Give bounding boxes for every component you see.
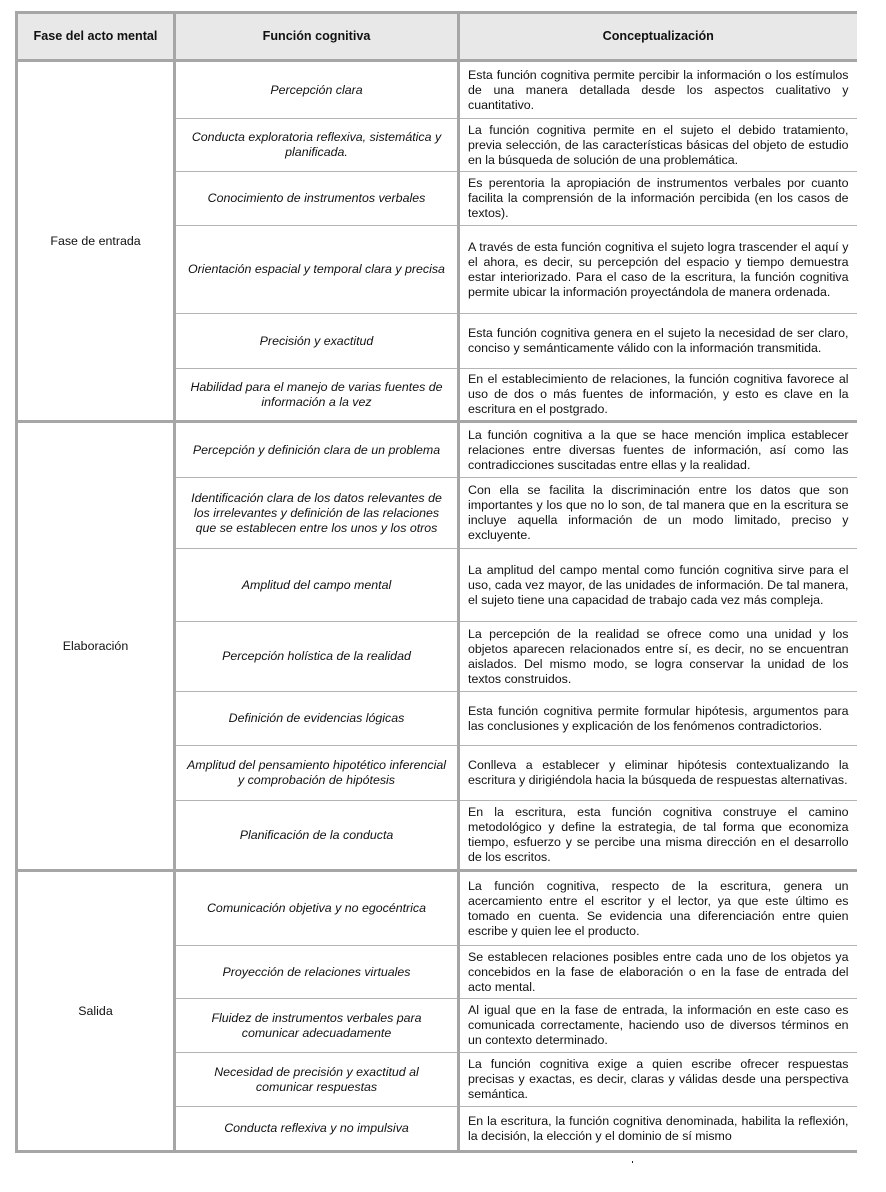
table-row [17, 422, 857, 478]
concept-cell: Con ella se facilita la discriminación entre los datos que son importantes y los que no lo son, de tal manera que en la escritura se incluye aquella información de un modo limitado, preciso y excluyente. [459, 478, 857, 549]
concept-cell: A través de esta función cognitiva el sujeto logra trascender el aquí y el ahora, es decir, su percepción del espacio y tiempo demuestra estar interiorizado. Para el caso de la escritura, la función cognitiva permite ubicar la información proyectándola de manera ordenada. [459, 226, 857, 314]
header-row [17, 13, 857, 61]
function-cell: Amplitud del pensamiento hipotético inferencial y comprobación de hipótesis [175, 746, 459, 801]
concept-cell: La amplitud del campo mental como función cognitiva sirve para el uso, cada vez mayor, de las unidades de información. De tal manera, el sujeto tiene una capacidad de trabajo cada vez más compleja. [459, 549, 857, 622]
function-cell: Precisión y exactitud [175, 314, 459, 369]
function-cell: Habilidad para el manejo de varias fuentes de información a la vez [175, 369, 459, 422]
concept-cell: En el establecimiento de relaciones, la función cognitiva favorece al uso de dos o más fuentes de información, y esto es clave en la escritura en el postgrado. [459, 369, 857, 422]
concept-cell: Esta función cognitiva permite percibir la información o los estímulos de una manera detallada desde los aspectos cualitativo y cuantitativo. [459, 61, 857, 119]
concept-cell: La percepción de la realidad se ofrece como una unidad y los objetos aparecen relacionados entre sí, es decir, no se encuentran aislados. Del mismo modo, se logra conservar la unidad de los textos construidos. [459, 622, 857, 692]
function-cell: Fluidez de instrumentos verbales para comunicar adecuadamente [175, 999, 459, 1053]
function-cell: Conocimiento de instrumentos verbales [175, 172, 459, 226]
concept-cell: Es perentoria la apropiación de instrumentos verbales por cuanto facilita la comprensión de la información percibida (en los casos de textos). [459, 172, 857, 226]
phase-cell: Fase de entrada [17, 61, 175, 422]
header-concept: Conceptualización [459, 13, 857, 61]
function-cell: Orientación espacial y temporal clara y precisa [175, 226, 459, 314]
concept-cell: En la escritura, esta función cognitiva construye el camino metodológico y define la estrategia, de tal forma que economiza tiempo, esfuerzo y se percibe una misma dirección en el desarrollo de los escritos. [459, 801, 857, 871]
table-row [17, 61, 857, 119]
concept-cell: Se establecen relaciones posibles entre cada uno de los objetos ya concebidos en la fase de elaboración o en la fase de entrada del acto mental. [459, 946, 857, 999]
function-cell: Comunicación objetiva y no egocéntrica [175, 871, 459, 946]
function-cell: Conducta exploratoria reflexiva, sistemática y planificada. [175, 119, 459, 172]
function-cell: Amplitud del campo mental [175, 549, 459, 622]
table-row [17, 871, 857, 946]
cognitive-functions-table [15, 11, 857, 1153]
concept-cell: Al igual que en la fase de entrada, la información en este caso es comunicada correctamente, haciendo uso de diversos términos en un contexto determinado. [459, 999, 857, 1053]
function-cell: Identificación clara de los datos relevantes de los irrelevantes y definición de las relaciones que se establecen entre los unos y los otros [175, 478, 459, 549]
concept-cell: Esta función cognitiva permite formular hipótesis, argumentos para las conclusiones y explicación de los fenómenos contradictorios. [459, 692, 857, 746]
function-cell: Necesidad de precisión y exactitud al comunicar respuestas [175, 1053, 459, 1107]
function-cell: Percepción holística de la realidad [175, 622, 459, 692]
phase-cell: Salida [17, 871, 175, 1152]
concept-cell: Esta función cognitiva genera en el sujeto la necesidad de ser claro, conciso y semánticamente válido con la información transmitida. [459, 314, 857, 369]
function-cell: Percepción clara [175, 61, 459, 119]
function-cell: Planificación de la conducta [175, 801, 459, 871]
function-cell: Definición de evidencias lógicas [175, 692, 459, 746]
stray-mark [632, 1161, 633, 1163]
header-phase: Fase del acto mental [17, 13, 175, 61]
concept-cell: En la escritura, la función cognitiva denominada, habilita la reflexión, la decisión, la elección y el dominio de sí mismo [459, 1107, 857, 1152]
phase-cell: Elaboración [17, 422, 175, 871]
header-function: Función cognitiva [175, 13, 459, 61]
concept-cell: La función cognitiva a la que se hace mención implica establecer relaciones entre diversas fuentes de información, así como las contradicciones suscitadas entre ellas y la realidad. [459, 422, 857, 478]
function-cell: Proyección de relaciones virtuales [175, 946, 459, 999]
concept-cell: La función cognitiva, respecto de la escritura, genera un acercamiento entre el escritor y el lector, ya que este último es tomado en cuenta. Se evidencia una diferenciación entre quien escribe y quien lee el producto. [459, 871, 857, 946]
function-cell: Conducta reflexiva y no impulsiva [175, 1107, 459, 1152]
function-cell: Percepción y definición clara de un problema [175, 422, 459, 478]
concept-cell: La función cognitiva exige a quien escribe ofrecer respuestas precisas y exactas, es decir, claras y válidas desde una perspectiva semántica. [459, 1053, 857, 1107]
concept-cell: La función cognitiva permite en el sujeto el debido tratamiento, previa selección, de las características básicas del objeto de estudio en la búsqueda de solución de una problemática. [459, 119, 857, 172]
concept-cell: Conlleva a establecer y eliminar hipótesis contextualizando la escritura y dirigiéndola hacia la búsqueda de respuestas alternativas. [459, 746, 857, 801]
